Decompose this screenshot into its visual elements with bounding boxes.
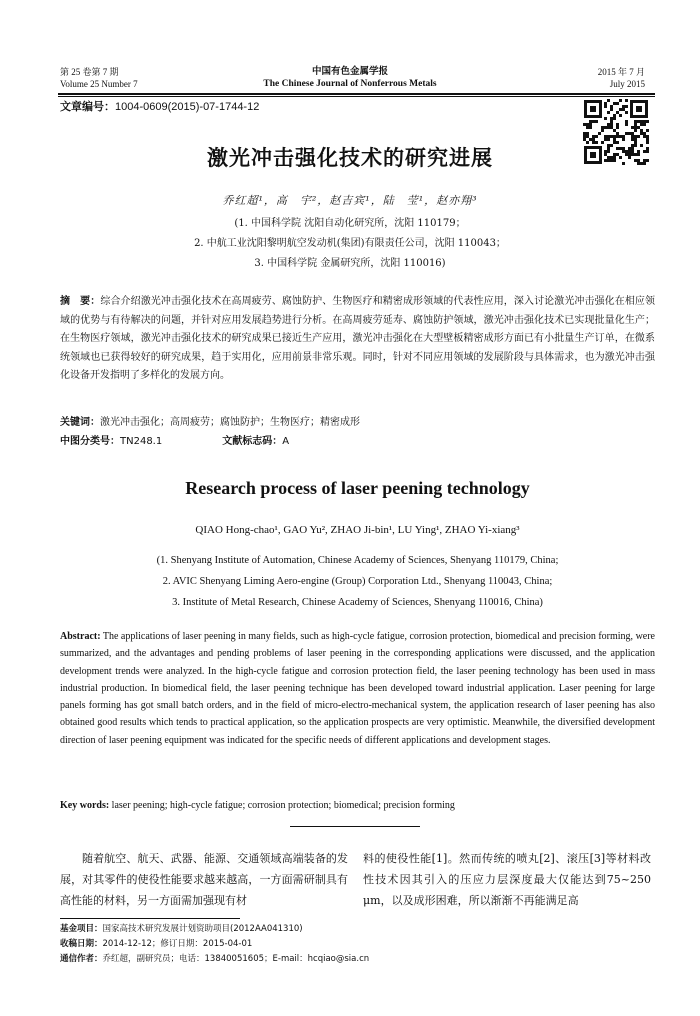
journal-name-cn: 中国有色金属学报: [311, 67, 388, 77]
doc-code-label: 文献标志码：: [222, 436, 283, 447]
article-number-value: 1004-0609(2015)-07-1744-12: [115, 101, 260, 113]
footnote-rule: [60, 918, 240, 919]
keywords-cn: [60, 413, 655, 428]
issue-date-en: July 2015: [609, 79, 645, 89]
abstract-en: [60, 628, 655, 749]
received-text: 2014-12-12；修订日期：2015-04-01: [102, 939, 253, 949]
article-number-label: 文章编号：: [60, 101, 115, 113]
affiliation-cn-3: 3. 中国科学院 金属研究所，沈阳 110016): [254, 258, 446, 269]
abstract-en-text: The applications of laser peening in many fields, such as high-cycle fatigue, corrosion protection, biomedical and precision forming, were summarized, and the advantages and pending problems of laser peening in the corresponding applications were discussed, and the application development trends were analyzed. In the high-cycle fatigue and corrosion protection field, the laser peening technology has been used in mass industrial production. In biomedical field, the laser peening technique has been developed toward industrial application. Laser peening for large panels forming has got small batch orders, and in the field of micro-electro-mechanical system, the application research of laser peening has also obtained good results which tends to practical application, so the application prospects are very optimistic. Meanwhile, the diversified development direction of laser peening equipment was indicated for the specific needs of different applications and development stages.: [60, 631, 655, 746]
clc-value: TN248.1: [120, 436, 163, 447]
affiliation-cn-1: (1. 中国科学院 沈阳自动化研究所，沈阳 110179；: [234, 218, 466, 229]
article-number: [60, 98, 259, 114]
abstract-cn: [60, 293, 655, 386]
volume-cn: 第 25 卷第 7 期: [60, 67, 119, 77]
authors-en: QIAO Hong-chao¹, GAO Yu², ZHAO Ji-bin¹, LU Ying¹, ZHAO Yi-xiang³: [195, 524, 520, 536]
authors-cn: 乔红超¹，高 宇²，赵吉宾¹，陆 莹¹，赵亦翔³: [222, 194, 478, 207]
keywords-cn-text: 激光冲击强化；高周疲劳；腐蚀防护；生物医疗；精密成形: [100, 417, 360, 428]
title-cn: 激光冲击强化技术的研究进展: [207, 146, 493, 170]
classification-line: [60, 432, 289, 447]
doc-code-value: A: [282, 436, 290, 447]
keywords-en-text: laser peening; high-cycle fatigue; corrosion protection; biomedical; precision forming: [111, 800, 455, 811]
fund-label: 基金项目：: [60, 924, 103, 934]
volume-en: Volume 25 Number 7: [60, 79, 138, 89]
header-rule-thin: [58, 96, 655, 97]
abstract-en-label: Abstract:: [60, 631, 101, 642]
affiliation-en-2: 2. AVIC Shenyang Liming Aero-engine (Group) Corporation Ltd., Shenyang 110043, China;: [162, 576, 553, 587]
keywords-en: [60, 800, 655, 811]
abstract-cn-text: 综合介绍激光冲击强化技术在高周疲劳、腐蚀防护、生物医疗和精密成形领域的代表性应用，深入讨论激光冲击强化在相应领域的优势与有待解决的问题，并针对应用发展趋势进行分析。在高周疲劳延寿、腐蚀防护领域，激光冲击强化技术已实现批量化生产；在生物医疗领域，激光冲击强化技术的研究成果已接近生产应用，激光冲击强化在大型壁板精密成形方面已有小批量生产订单，在微系统领域也已获得较好的研究成果，趋于实用化，应用前景非常乐观。同时，针对不同应用领域的发展阶段与具体需求，也为激光冲击强化设备开发指明了多样化的发展方向。: [60, 296, 656, 382]
keywords-cn-label: 关键词：: [60, 417, 100, 428]
body-column-right: 料的使役性能[1]。然而传统的喷丸[2]、滚压[3]等材料改性技术因其引入的压应力层深度最大仅能达到75~250 μm，以及成形困难，所以渐渐不再能满足高: [363, 852, 651, 907]
footnote-fund: [60, 922, 655, 937]
journal-name-en: The Chinese Journal of Nonferrous Metals: [263, 79, 437, 89]
fund-text: 国家高技术研究发展计划资助项目(2012AA041310): [102, 924, 303, 934]
corresponding-label: 通信作者：: [60, 954, 103, 964]
body-column-left: 随着航空、航天、武器、能源、交通领域高端装备的发展，对其零件的使役性能要求越来越高，一方面需研制具有高性能的材料，另一方面需加强现有材: [60, 852, 348, 907]
keywords-en-label: Key words:: [60, 800, 110, 811]
corresponding-text: 乔红超，副研究员；电话：13840051605；E-mail：hcqiao@sia.cn: [102, 954, 370, 964]
section-separator: [290, 826, 420, 827]
volume-info: [60, 66, 138, 90]
issue-date-cn: 2015 年 7 月: [597, 67, 645, 77]
footnotes: [60, 922, 655, 967]
abstract-cn-label: 摘 要：: [60, 296, 101, 307]
issue-date: [598, 66, 645, 90]
header-rule-thick: [58, 93, 655, 95]
journal-name: [200, 66, 500, 90]
footnote-dates: [60, 937, 655, 952]
title-en: Research process of laser peening technology: [185, 478, 530, 498]
affiliation-en-3: 3. Institute of Metal Research, Chinese Academy of Sciences, Shenyang 110016, China): [172, 597, 543, 608]
footnote-corresponding: [60, 952, 655, 967]
clc-label: 中图分类号：: [60, 436, 120, 447]
received-label: 收稿日期：: [60, 939, 103, 949]
affiliation-cn-2: 2. 中航工业沈阳黎明航空发动机(集团)有限责任公司，沈阳 110043；: [194, 238, 506, 249]
affiliation-en-1: (1. Shenyang Institute of Automation, Chinese Academy of Sciences, Shenyang 110179, China;: [156, 555, 559, 566]
